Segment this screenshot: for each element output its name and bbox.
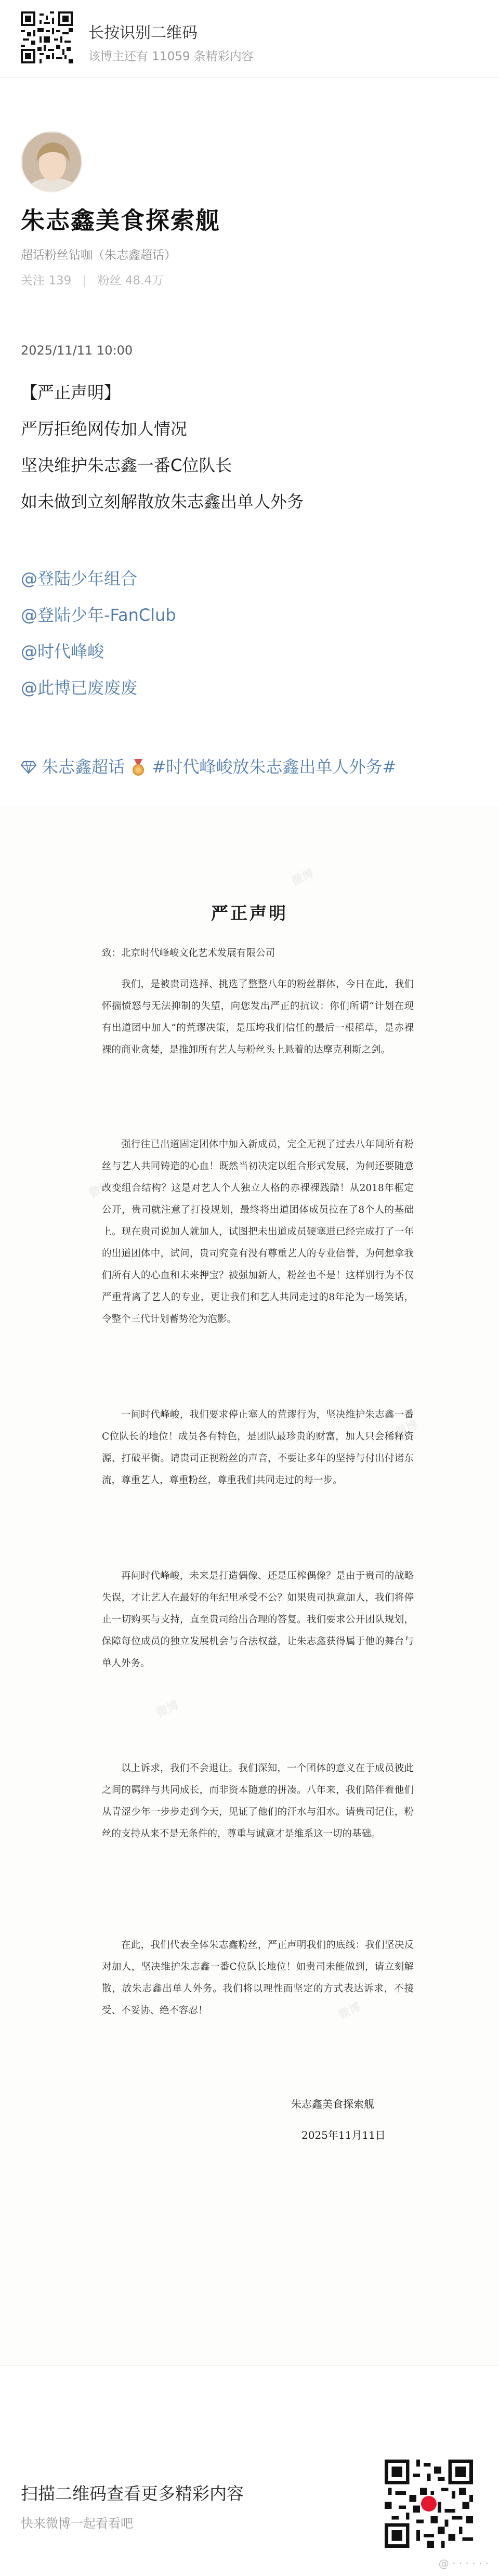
mention-link[interactable]: @登陆少年-FanClub xyxy=(21,605,176,625)
post-time: 2025/11/11 10:00 xyxy=(21,343,133,358)
avatar[interactable] xyxy=(21,131,82,192)
qr-code-icon[interactable] xyxy=(21,11,73,63)
avatar-photo-icon xyxy=(22,132,82,192)
statement-date: 2025年11月11日 xyxy=(301,2129,386,2141)
watermark: 微博 xyxy=(393,1418,421,1440)
following-count: 139 xyxy=(48,274,72,287)
statement-paragraph: 在此，我们代表全体朱志鑫粉丝，严正声明我们的底线：我们坚决反对加人，坚决维护朱志鑫一番C位队长地位！如贵司未能做到，请立刻解散，放朱志鑫出单人外务。我们将以理性而坚定的方式表达诉求，不接受、不妥协、绝不容忍！ xyxy=(102,1940,414,2016)
stats-divider: | xyxy=(82,274,87,287)
mention-link[interactable]: @此博已废废废 xyxy=(21,678,138,698)
user-stats xyxy=(21,271,164,288)
medal-icon xyxy=(131,759,146,776)
statement-paragraph: 我们，是被贵司选择、挑选了整整八年的粉丝群体，今日在此，我们怀揣愤怒与无法抑制的失望，向您发出严正的抗议：你们所谓“计划在现有出道团中加人”的荒谬决策，是压垮我们信任的最后一根稻草，是赤裸裸的商业贪婪，是推卸所有艺人与粉丝头上悬着的达摩克利斯之剑。 xyxy=(102,979,414,1055)
watermark: 微博 xyxy=(87,1179,114,1200)
weibo-watermark: @ · · · · · · xyxy=(438,2557,489,2570)
post-line: 如未做到立刻解散放朱志鑫出单人外务 xyxy=(21,492,304,512)
bottom-banner-title: 扫描二维码查看更多精彩内容 xyxy=(21,2483,244,2504)
following-label: 关注 xyxy=(21,274,45,287)
watermark: 微博 xyxy=(336,2000,363,2022)
statement-paragraph: 再问时代峰峻，未来是打造偶像、还是压榨偶像？是由于贵司的战略失误，才让艺人在最好的年纪里承受不公？如果贵司执意加人，我们将停止一切购买与支持，直至贵司给出合理的答复。我们要求公开团队规划，保障每位成员的独立发展机会与合法权益，让朱志鑫获得属于他的舞台与单人外务。 xyxy=(102,1571,414,1669)
statement-image[interactable] xyxy=(0,806,499,2365)
user-subtitle: 超话粉丝钻咖（朱志鑫超话） xyxy=(21,249,176,262)
statement-paragraph: 强行往已出道固定团体中加入新成员，完全无视了过去八年间所有粉丝与艺人共同铸造的心血！既然当初决定以组合形式发展，为何还要随意改变组合结构？这是对艺人个人独立人格的赤裸裸践踏！从2018年框定公开，贵司就注意了打投规划，最终将出道团体成员拉在了8个人的基础上。现在贵司说加人就加人，试图把未出道成员硬塞进已经完成打了一年的出道团体中，试问，贵司究竟有没有尊重艺人的专业信誉，为何想拿我们所有人的心血和未来押宝？被强加新人，粉丝也不是！这样别行为不仅严重背离了艺人的专业，更让我们和艺人共同走过的8年沦为一场笑话，令整个三代计划蓄势沦为泡影。 xyxy=(102,1139,414,1325)
qr-code-icon[interactable] xyxy=(385,2460,473,2548)
followers-count: 48.4万 xyxy=(125,274,164,287)
top-qr-banner xyxy=(0,0,499,78)
hashtag-link[interactable]: #时代峰峻放朱志鑫出单人外务# xyxy=(152,757,397,777)
statement-signature: 朱志鑫美食探索舰 xyxy=(291,2098,374,2110)
watermark: 微博 xyxy=(154,1698,181,1720)
diamond-icon xyxy=(21,759,36,775)
statement-title: 严正声明 xyxy=(211,903,288,923)
bottom-qr-banner xyxy=(0,2365,499,2576)
statement-paragraph: 一间时代峰峻，我们要求停止塞人的荒谬行为，坚决维护朱志鑫一番C位队长的地位！成员各有特色，是团队最珍贵的财富，加人只会稀释资源、打破平衡。请贵司正视粉丝的声音，不要让多年的坚持与付出付诸东流，尊重艺人，尊重粉丝，尊重我们共同走过的每一步。 xyxy=(102,1409,414,1486)
watermark: 微博 xyxy=(290,867,317,888)
statement-paragraph: 以上诉求，我们不会退让。我们深知，一个团体的意义在于成员彼此之间的羁绊与共同成长，而非资本随意的拼凑。八年来，我们陪伴着他们从青涩少年一步步走到今天，见证了他们的汗水与泪水。请贵司记住，粉丝的支持从来不是无条件的，尊重与诚意才是维系这一切的基础。 xyxy=(102,1763,414,1839)
post-line-heading: 【严正声明】 xyxy=(21,383,121,402)
super-topic-link[interactable]: 朱志鑫超话 xyxy=(42,757,125,777)
username[interactable]: 朱志鑫美食探索舰 xyxy=(21,206,220,234)
followers-label: 粉丝 xyxy=(97,274,122,287)
post-line: 严厉拒绝网传加人情况 xyxy=(21,419,188,439)
banner-subtitle: 该博主还有 11059 条精彩内容 xyxy=(88,50,254,63)
topic-row xyxy=(21,754,396,778)
bottom-banner-subtitle: 快来微博一起看看吧 xyxy=(21,2516,133,2531)
mention-link[interactable]: @登陆少年组合 xyxy=(21,569,138,589)
banner-title: 长按识别二维码 xyxy=(88,24,198,42)
mention-link[interactable]: @时代峰峻 xyxy=(21,642,104,661)
post-line: 坚决维护朱志鑫一番C位队长 xyxy=(21,455,232,475)
statement-recipient: 致：北京时代峰峻文化艺术发展有限公司 xyxy=(102,948,275,959)
